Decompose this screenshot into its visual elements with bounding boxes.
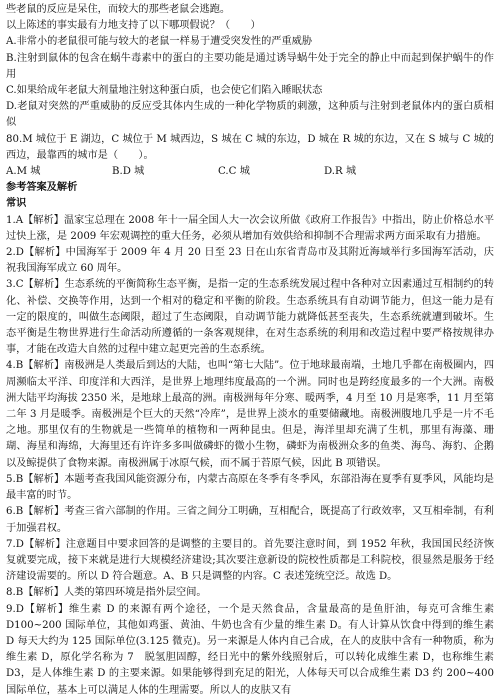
question-80-stem: 80.M 城位于 E 湖边，C 城位于 M 城西边，S 城在 C 城的东边，D 城在 R 城的东边，又在 S 城与 C 城的西边，最靠西的城市是（ ）。 xyxy=(6,133,494,161)
answer-tag: 【解析】 xyxy=(23,587,64,599)
answer-number: 2.D xyxy=(6,247,24,259)
answer-text: 维生素 D 的来源有两个途径，一个是天然食品，含量最高的是鱼肝油，每克可含维生素 D100~200 国际单位，其他如鸡蛋、黄油、牛奶也含有少量的维生素 D。有人计算从饮食中得到的维生素 D 每天大约为 125 国际单位(3.125 微克)。另一来源是人体内自己合成，在人的皮肤中含有一种物质，称为维生素 D，原化学名称为 7 脱氢胆固醇，经日光中的紫外线照射后，可以转化成维生素 D，也称维生素 D3，是人体维生素 D 的主要来源。如果能够得到充足的阳光，人体每天可以合成维生素 D3 约 200~400 国际单位，基本上可以满足人体的生理需要。所以人的皮肤又有 xyxy=(6,603,495,696)
q80-option-a: A.M 城 xyxy=(6,166,41,178)
answers-heading: 参考答案及解析 xyxy=(6,182,78,194)
answer-tag: 【解析】 xyxy=(23,247,66,259)
answer-number: 5.B xyxy=(6,473,24,485)
question-prompt: 以上陈述的事实最有力地支持了以下哪项假说？（ ） xyxy=(6,20,261,32)
section-heading: 常识 xyxy=(6,198,27,210)
answer-number: 1.A xyxy=(6,214,24,226)
answer-tag: 【解析】 xyxy=(23,279,65,291)
option-a: A.非常小的老鼠很可能与较大的老鼠一样易于遭受突发性的严重威胁 xyxy=(6,36,313,48)
answer-number: 9.D xyxy=(6,603,24,615)
answer-item xyxy=(6,245,494,277)
answer-item xyxy=(6,504,494,536)
q80-option-c: C.C 城 xyxy=(218,166,250,178)
answer-item xyxy=(6,585,494,601)
answer-number: 8.B xyxy=(6,587,24,599)
answer-tag: 【解析】 xyxy=(23,214,64,226)
answer-number: 7.D xyxy=(6,538,24,550)
option-c: C.如果给成年老鼠大剂量地注射这种蛋白质，也会使它们陷入睡眠状态 xyxy=(6,85,323,97)
answer-text: 生态系统的平衡简称生态平衡，是指一定的生态系统发展过程中各种对立因素通过互相制约的转化、补偿、交换等作用，达到一个相对的稳定和平衡的阶段。生态系统具有自动调节能力，但这一能力是有一定的限度的，叫做生态阈限，超过了生态阈限，自动调节能力就降低甚至丧失，生态系统就遭到破坏。生态平衡是生物世界进行生命活动所遵循的一条客观规律，在对生态系统的利用和改造过程中要严格按规律办事，才能在改造大自然的过程中建立起更完善的生态系统。 xyxy=(6,279,494,356)
q80-option-d: D.R 城 xyxy=(324,166,357,178)
answer-item xyxy=(6,277,494,358)
option-b: B.注射到鼠体的包含在蜗牛毒素中的蛋白的主要功能是通过诱导蜗牛处于完全的静止中而起到保护蜗牛的作用 xyxy=(6,52,494,80)
answer-tag: 【解析】 xyxy=(23,473,65,485)
answer-number: 6.B xyxy=(6,506,24,518)
answer-text: 南极洲是人类最后到达的大陆，也叫“第七大陆”。位于地球最南端，土地几乎都在南极圈内，四周濒临太平洋、印度洋和大西洋，是世界上地理纬度最高的一个洲。同时也是跨经度最多的一个大洲。南极洲大陆平均海拔 2350 米，是地球上最高的洲。南极洲每年分寒、暖两季，4 月至 10 月是寒季，11 月至第二年 3 月是暖季。南极洲是个巨大的天然“冷库”，是世界上淡水的重要储藏地。南极洲腹地几乎是一片不毛之地。那里仅有的生物就是一些简单的植物和一两种昆虫。但是，海洋里却充满了生机，那里有海藻、珊瑚、海星和海绵，大海里还有许许多多叫做磷虾的微小生物，磷虾为南极洲众多的鱼类、海鸟、海豹、企鹅以及鲸提供了食物来源。南极洲属于冰原气候，而不属于苔原气候，因此 B 项错误。 xyxy=(6,360,495,469)
answer-tag: 【解析】 xyxy=(23,603,70,615)
question-80-options xyxy=(6,164,494,180)
answer-tag: 【解析】 xyxy=(23,360,65,372)
option-d: D.老鼠对突然的严重威胁的反应受其体内生成的一种化学物质的刺激，这种质与注射到老鼠体内的蛋白质相似 xyxy=(6,101,494,129)
question-tail-line: 些老鼠的反应是呆住，而较大的那些老鼠会逃跑。 xyxy=(6,4,231,15)
answer-text: 注意题目中要求回答的是调整的主要目的。首先要注意时间，到 1952 年秋，我国国民经济恢复就要完成，接下来就是进行大规模经济建设;其次要注意新设的院校性质都是工科院校，很显然是服务于经济建设需要的。所以 D 符合题意。A、B 只是调整的内容。C 表述笼统空泛。故选 D。 xyxy=(6,538,495,583)
answer-number: 3.C xyxy=(6,279,24,291)
answer-text: 本题考查我国风能资源分布，内蒙古高原在冬季有冬季风，东部沿海在夏季有夏季风，风能均是最丰富的时节。 xyxy=(6,473,494,502)
answer-item xyxy=(6,472,494,504)
answer-item xyxy=(6,213,494,245)
answer-number: 4.B xyxy=(6,360,24,372)
answer-text: 考查三省六部制的作用。三省之间分工明确，互相配合，既提高了行政效率，又互相牵制，有利于加强君权。 xyxy=(6,506,494,534)
answer-text: 温家宝总理在 2008 年十一届全国人大一次会议所做《政府工作报告》中指出，防止价格总水平过快上涨，是 2009 年宏观调控的重大任务，必须从增加有效供给和抑制不合理需求两方面采取有力措施。 xyxy=(6,214,495,242)
answer-text: 中国海军于 2009 年 4 月 20 日至 23 日在山东省青岛市及其附近海域举行多国海军活动，庆祝我国海军成立 60 周年。 xyxy=(6,247,494,275)
answer-tag: 【解析】 xyxy=(23,538,66,550)
q80-option-b: B.D 城 xyxy=(112,166,145,178)
answer-item xyxy=(6,358,494,471)
answer-item xyxy=(6,602,494,699)
answer-text: 人类的第四环境是指外层空间。 xyxy=(63,587,207,599)
answer-item xyxy=(6,537,494,586)
answer-tag: 【解析】 xyxy=(23,506,65,518)
